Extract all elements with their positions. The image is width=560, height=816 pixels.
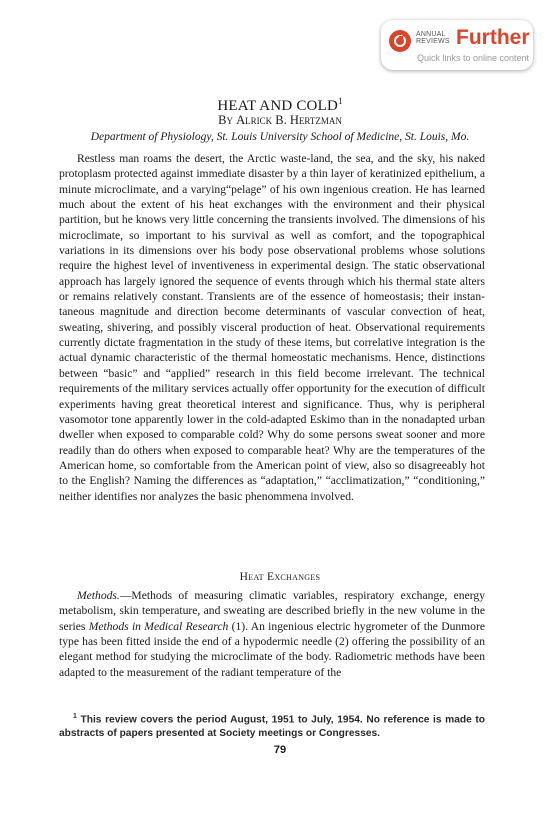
author-affiliation: Department of Physiology, St. Louis University School of Medicine, St. Louis, Mo.	[90, 131, 470, 143]
page-number: 79	[273, 744, 287, 756]
further-links-badge[interactable]	[381, 20, 533, 70]
article-title	[0, 92, 560, 115]
annual-reviews-logo-icon	[389, 30, 411, 52]
badge-publisher: ANNUAL REVIEWS	[416, 31, 450, 45]
footnote	[59, 710, 485, 741]
article-title-text: HEAT AND COLD	[217, 98, 338, 114]
section-heading: Heat Exchanges	[239, 571, 321, 583]
footnote-text: This review covers the period August, 1951 to July, 1954. No reference is made to abstracts of papers presented at Society meetings or Congresses.	[59, 714, 485, 740]
methods-paragraph	[59, 588, 485, 680]
methods-text-a: —Methods of measuring climatic variables, respiratory exchange, energy metabolism, skin temperature, and sweating are described briefly in the new volume in the series	[59, 589, 485, 633]
methods-lead: Methods.	[77, 589, 120, 602]
badge-subtitle: Quick links to online content	[417, 53, 530, 63]
author-name: Alrick B. Hertzman	[236, 113, 342, 127]
author-line	[0, 113, 560, 128]
intro-paragraph: Restless man roams the desert, the Arctic waste-land, the sea, and the sky, his naked protoplasm protected against immediate disaster by a thin layer of keratinized epithelium, a minute microclimate, and a varying“pelage” of his own ingenious creation. He has learned much about the extent of his heat exchanges with the environment and their physical partition, but he knows very little concerning the transients involved. The dimensions of his microclimate, so important to his survival as well as comfort, and the topographical variations in its dimensions over his body pose observational problems whose solutions require the highest level of inventiveness in experimental design. The static observational approach has largely ignored the sequence of events through which his thermal state alters or remains relatively constant. Transients are of the essence of homeostasis; their instantaneous magnitude and direction become determinants of vascular convection of heat, sweating, shivering, and possibly visceral production of heat. Observational requirements currently dictate fragmentation in the study of these items, but correlative integration is the actual dynamic characteristic of the thermal homeostatic mechanisms. Hence, distinctions between “basic” and “applied” research in this field become irrelevant. The technical requirements of the military services actually offer opportunity for the execution of difficult experiments having great theoretical interest and significance. Thus, why is peripheral vasomotor tone apparently lower in the cold-adapted Eskimo than in the nonadapted urban dweller when exposed to comparable cold? Why do some persons sweat sooner and more readily than do others when exposed to comparable heat? Why are the temperatures of the American home, so comfortable from the American point of view, also so disagreeably hot to the English? Naming the differences as “adaptation,” “acclimatization,” “conditioning,” neither identifies nor analyzes the basic phenommena involved.	[59, 152, 485, 503]
methods-text-b: (1). An ingenious electric hygrometer of the Dunmore type has been fitted inside the end of a hypodermic needle (2) offering the possibility of an elegant method for studying the microclimate of the body. Radiometric methods have been adapted to the measurement of the radiant temperature of the	[59, 619, 485, 679]
series-title: Methods in Medical Research	[88, 619, 229, 633]
footnote-marker: 1	[73, 713, 77, 720]
author-prefix: By	[218, 113, 233, 127]
badge-title: Further	[456, 26, 530, 49]
title-footnote-marker: 1	[337, 96, 343, 106]
